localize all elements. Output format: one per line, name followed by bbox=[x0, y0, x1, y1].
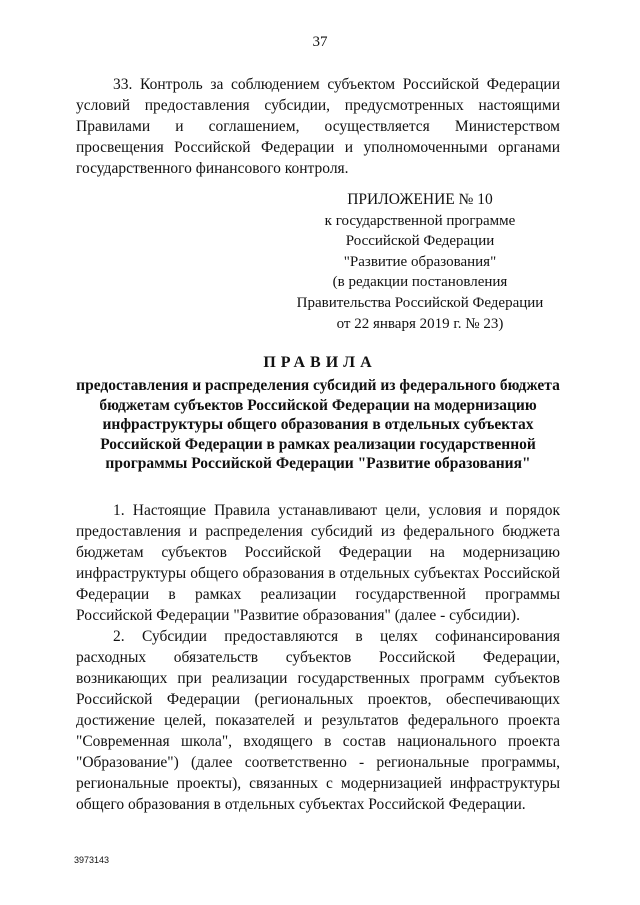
appendix-line: Правительства Российской Федерации bbox=[296, 294, 544, 311]
appendix-line: "Развитие образования" bbox=[343, 253, 497, 270]
appendix-line: к государственной программе bbox=[324, 212, 516, 229]
appendix-line: Российской Федерации bbox=[345, 233, 495, 250]
document-code: 3973143 bbox=[74, 855, 110, 865]
rules-title: ПРАВИЛА bbox=[263, 354, 377, 371]
appendix-line: от 22 января 2019 г. № 23) bbox=[336, 315, 504, 332]
rules-subtitle-line: бюджетам субъектов Российской Федерации на модернизацию bbox=[99, 396, 537, 414]
appendix-heading: ПРИЛОЖЕНИЕ № 10 bbox=[347, 191, 493, 208]
appendix-block bbox=[290, 190, 550, 334]
rules-subtitle bbox=[76, 376, 560, 474]
paragraph-33: 33. Контроль за соблюдением субъектом Российской Федерации условий предоставления субсидии, предусмотренных настоящими Правилами и соглашением, осуществляется Министерством просвещения Российской Федерации и уполномоченными органами государственного финансового контроля. bbox=[76, 76, 560, 177]
page-number: 37 bbox=[312, 34, 328, 50]
paragraph-1: 1. Настоящие Правила устанавливают цели, условия и порядок предоставления и распределения субсидий из федерального бюджета бюджетам субъектов Российской Федерации на модернизацию инфраструктуры общего образования в отдельных субъектах Российской Федерации в рамках реализации государственной программы Российской Федерации "Развитие образования" (далее - субсидии). bbox=[76, 502, 560, 624]
rules-subtitle-line: Российской Федерации в рамках реализации государственной bbox=[100, 435, 536, 453]
paragraph-2: 2. Субсидии предоставляются в целях софинансирования расходных обязательств субъектов Российской Федерации, возникающих при реализации государственных программ субъектов Российской Федерации (региональных проектов, обеспечивающих достижение целей, показателей и результатов федерального проекта "Современная школа", входящего в состав национального проекта "Образование") (далее соответственно - региональные программы, региональные проекты), связанных с модернизацией инфраструктуры общего образования в отдельных субъектах Российской Федерации. bbox=[76, 628, 560, 813]
rules-subtitle-line: программы Российской Федерации "Развитие образования" bbox=[105, 455, 531, 472]
rules-subtitle-line: инфраструктуры общего образования в отдельных субъектах bbox=[102, 416, 534, 433]
appendix-line: (в редакции постановления bbox=[332, 274, 508, 291]
rules-subtitle-line: предоставления и распределения субсидий из федерального бюджета bbox=[76, 377, 560, 394]
